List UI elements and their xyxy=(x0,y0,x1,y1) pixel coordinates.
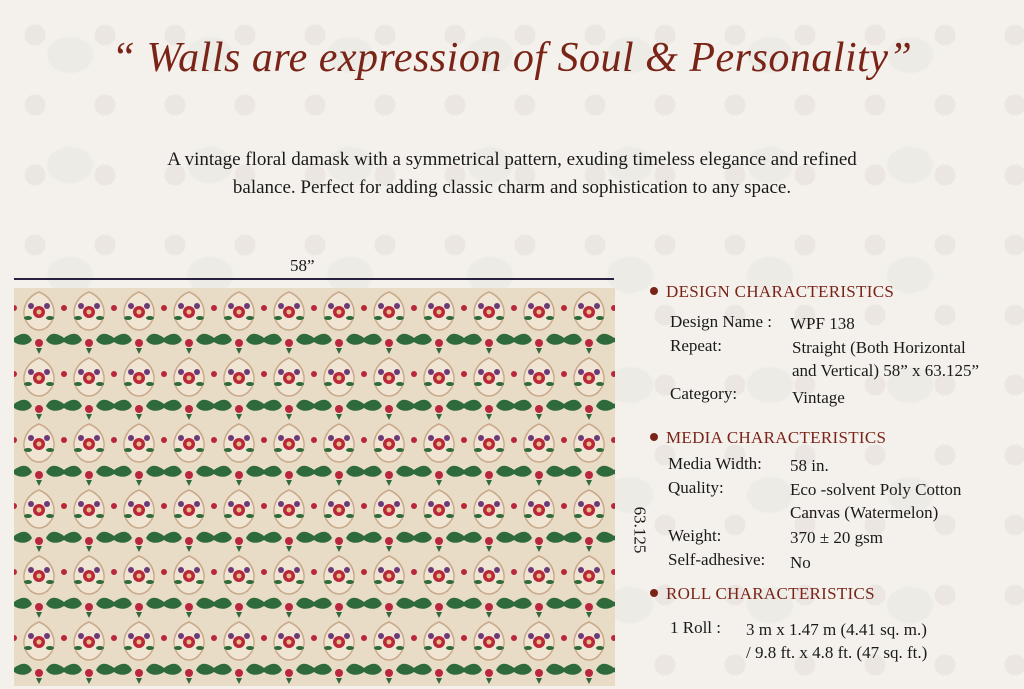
bullet-icon xyxy=(650,433,658,441)
repeat-label: Repeat: xyxy=(670,336,722,355)
design-characteristics-heading xyxy=(650,282,894,302)
width-dimension-line xyxy=(14,278,614,280)
bullet-icon xyxy=(650,589,658,597)
roll-value-line-1: 3 m x 1.47 m (4.41 sq. m.) xyxy=(746,620,927,639)
quality-label: Quality: xyxy=(668,478,724,497)
media-characteristics-heading xyxy=(650,428,886,448)
media-width-label: Media Width: xyxy=(668,454,762,473)
repeat-value-line-1: Straight (Both Horizontal xyxy=(792,338,966,357)
description-line-1: A vintage floral damask with a symmetrical pattern, exuding timeless elegance and refined xyxy=(167,149,857,170)
roll-value-line-2: / 9.8 ft. x 4.8 ft. (47 sq. ft.) xyxy=(746,643,928,662)
design-name-value: WPF 138 xyxy=(790,314,855,333)
category-label: Category: xyxy=(670,384,738,403)
roll-label: 1 Roll : xyxy=(670,618,722,637)
width-dimension-label: 58” xyxy=(290,256,315,275)
product-description xyxy=(80,146,944,202)
quality-value xyxy=(790,478,961,524)
self-adhesive-value: No xyxy=(790,553,811,572)
weight-value: 370 ± 20 gsm xyxy=(790,528,883,547)
roll-heading-text: ROLL CHARACTERISTICS xyxy=(666,584,875,603)
damask-pattern-image xyxy=(14,288,615,686)
height-dimension-label: 63.125 xyxy=(630,506,650,554)
roll-characteristics-heading xyxy=(650,584,875,604)
repeat-value-line-2: and Vertical) 58” x 63.125” xyxy=(792,361,980,380)
roll-value xyxy=(746,618,927,664)
headline-quote: “ Walls are expression of Soul & Personality” xyxy=(111,35,913,81)
wallpaper-swatch xyxy=(14,288,615,686)
media-width-value: 58 in. xyxy=(790,456,829,475)
quality-value-line-1: Eco -solvent Poly Cotton xyxy=(790,480,962,499)
quality-value-line-2: Canvas (Watermelon) xyxy=(790,503,939,522)
self-adhesive-label: Self-adhesive: xyxy=(668,550,766,569)
design-name-label: Design Name : xyxy=(670,312,772,331)
design-heading-text: DESIGN CHARACTERISTICS xyxy=(666,282,895,301)
media-heading-text: MEDIA CHARACTERISTICS xyxy=(666,428,887,447)
repeat-value xyxy=(792,336,979,382)
weight-label: Weight: xyxy=(668,526,722,545)
bullet-icon xyxy=(650,287,658,295)
description-line-2: balance. Perfect for adding classic charm and sophistication to any space. xyxy=(232,177,792,198)
category-value: Vintage xyxy=(792,388,845,407)
